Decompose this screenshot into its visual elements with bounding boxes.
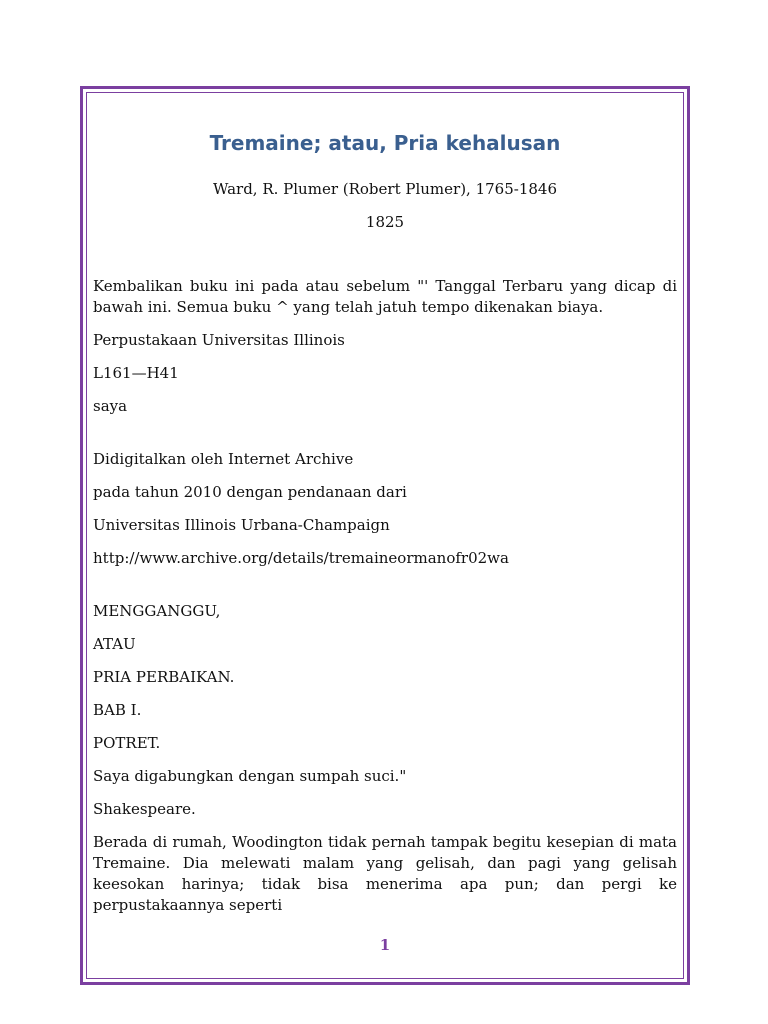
funding-institution: Universitas Illinois Urbana-Champaign: [93, 516, 390, 534]
page-number: 1: [379, 936, 391, 954]
chapter-number: BAB I.: [93, 701, 142, 719]
epigraph-quote: Saya digabungkan dengan sumpah suci.": [93, 767, 407, 785]
chapter-title: POTRET.: [93, 734, 161, 752]
stray-text: saya: [93, 397, 128, 415]
heading-line-1: MENGGANGGU,: [93, 602, 221, 620]
page-frame-inner: [86, 92, 684, 979]
archive-link[interactable]: http://www.archive.org/details/tremaineormanofr02wa: [93, 549, 509, 567]
funding-line: pada tahun 2010 dengan pendanaan dari: [93, 483, 407, 501]
heading-line-3: PRIA PERBAIKAN.: [93, 668, 235, 686]
document-body: [93, 276, 677, 928]
digitized-by: Didigitalkan oleh Internet Archive: [93, 450, 354, 468]
epigraph-author: Shakespeare.: [93, 800, 196, 818]
document-title: Tremaine; atau, Pria kehalusan: [209, 131, 561, 155]
document-author: Ward, R. Plumer (Robert Plumer), 1765-1846: [212, 180, 558, 198]
body-paragraph: Berada di rumah, Woodington tidak pernah tampak begitu kesepian di mata Tremaine. Dia melewati malam yang gelisah, dan pagi yang gelisah keesokan harinya; tidak bisa menerima apa pun; dan pergi ke perpustakaannya seperti: [93, 833, 677, 914]
page-frame: [80, 86, 690, 985]
library-notice: Kembalikan buku ini pada atau sebelum "' Tanggal Terbaru yang dicap di bawah ini. Semua buku ^ yang telah jatuh tempo dikenakan biaya.: [93, 277, 677, 316]
library-name: Perpustakaan Universitas Illinois: [93, 331, 345, 349]
document-year: 1825: [365, 213, 405, 231]
heading-line-2: ATAU: [93, 635, 136, 653]
call-number: L161—H41: [93, 364, 179, 382]
